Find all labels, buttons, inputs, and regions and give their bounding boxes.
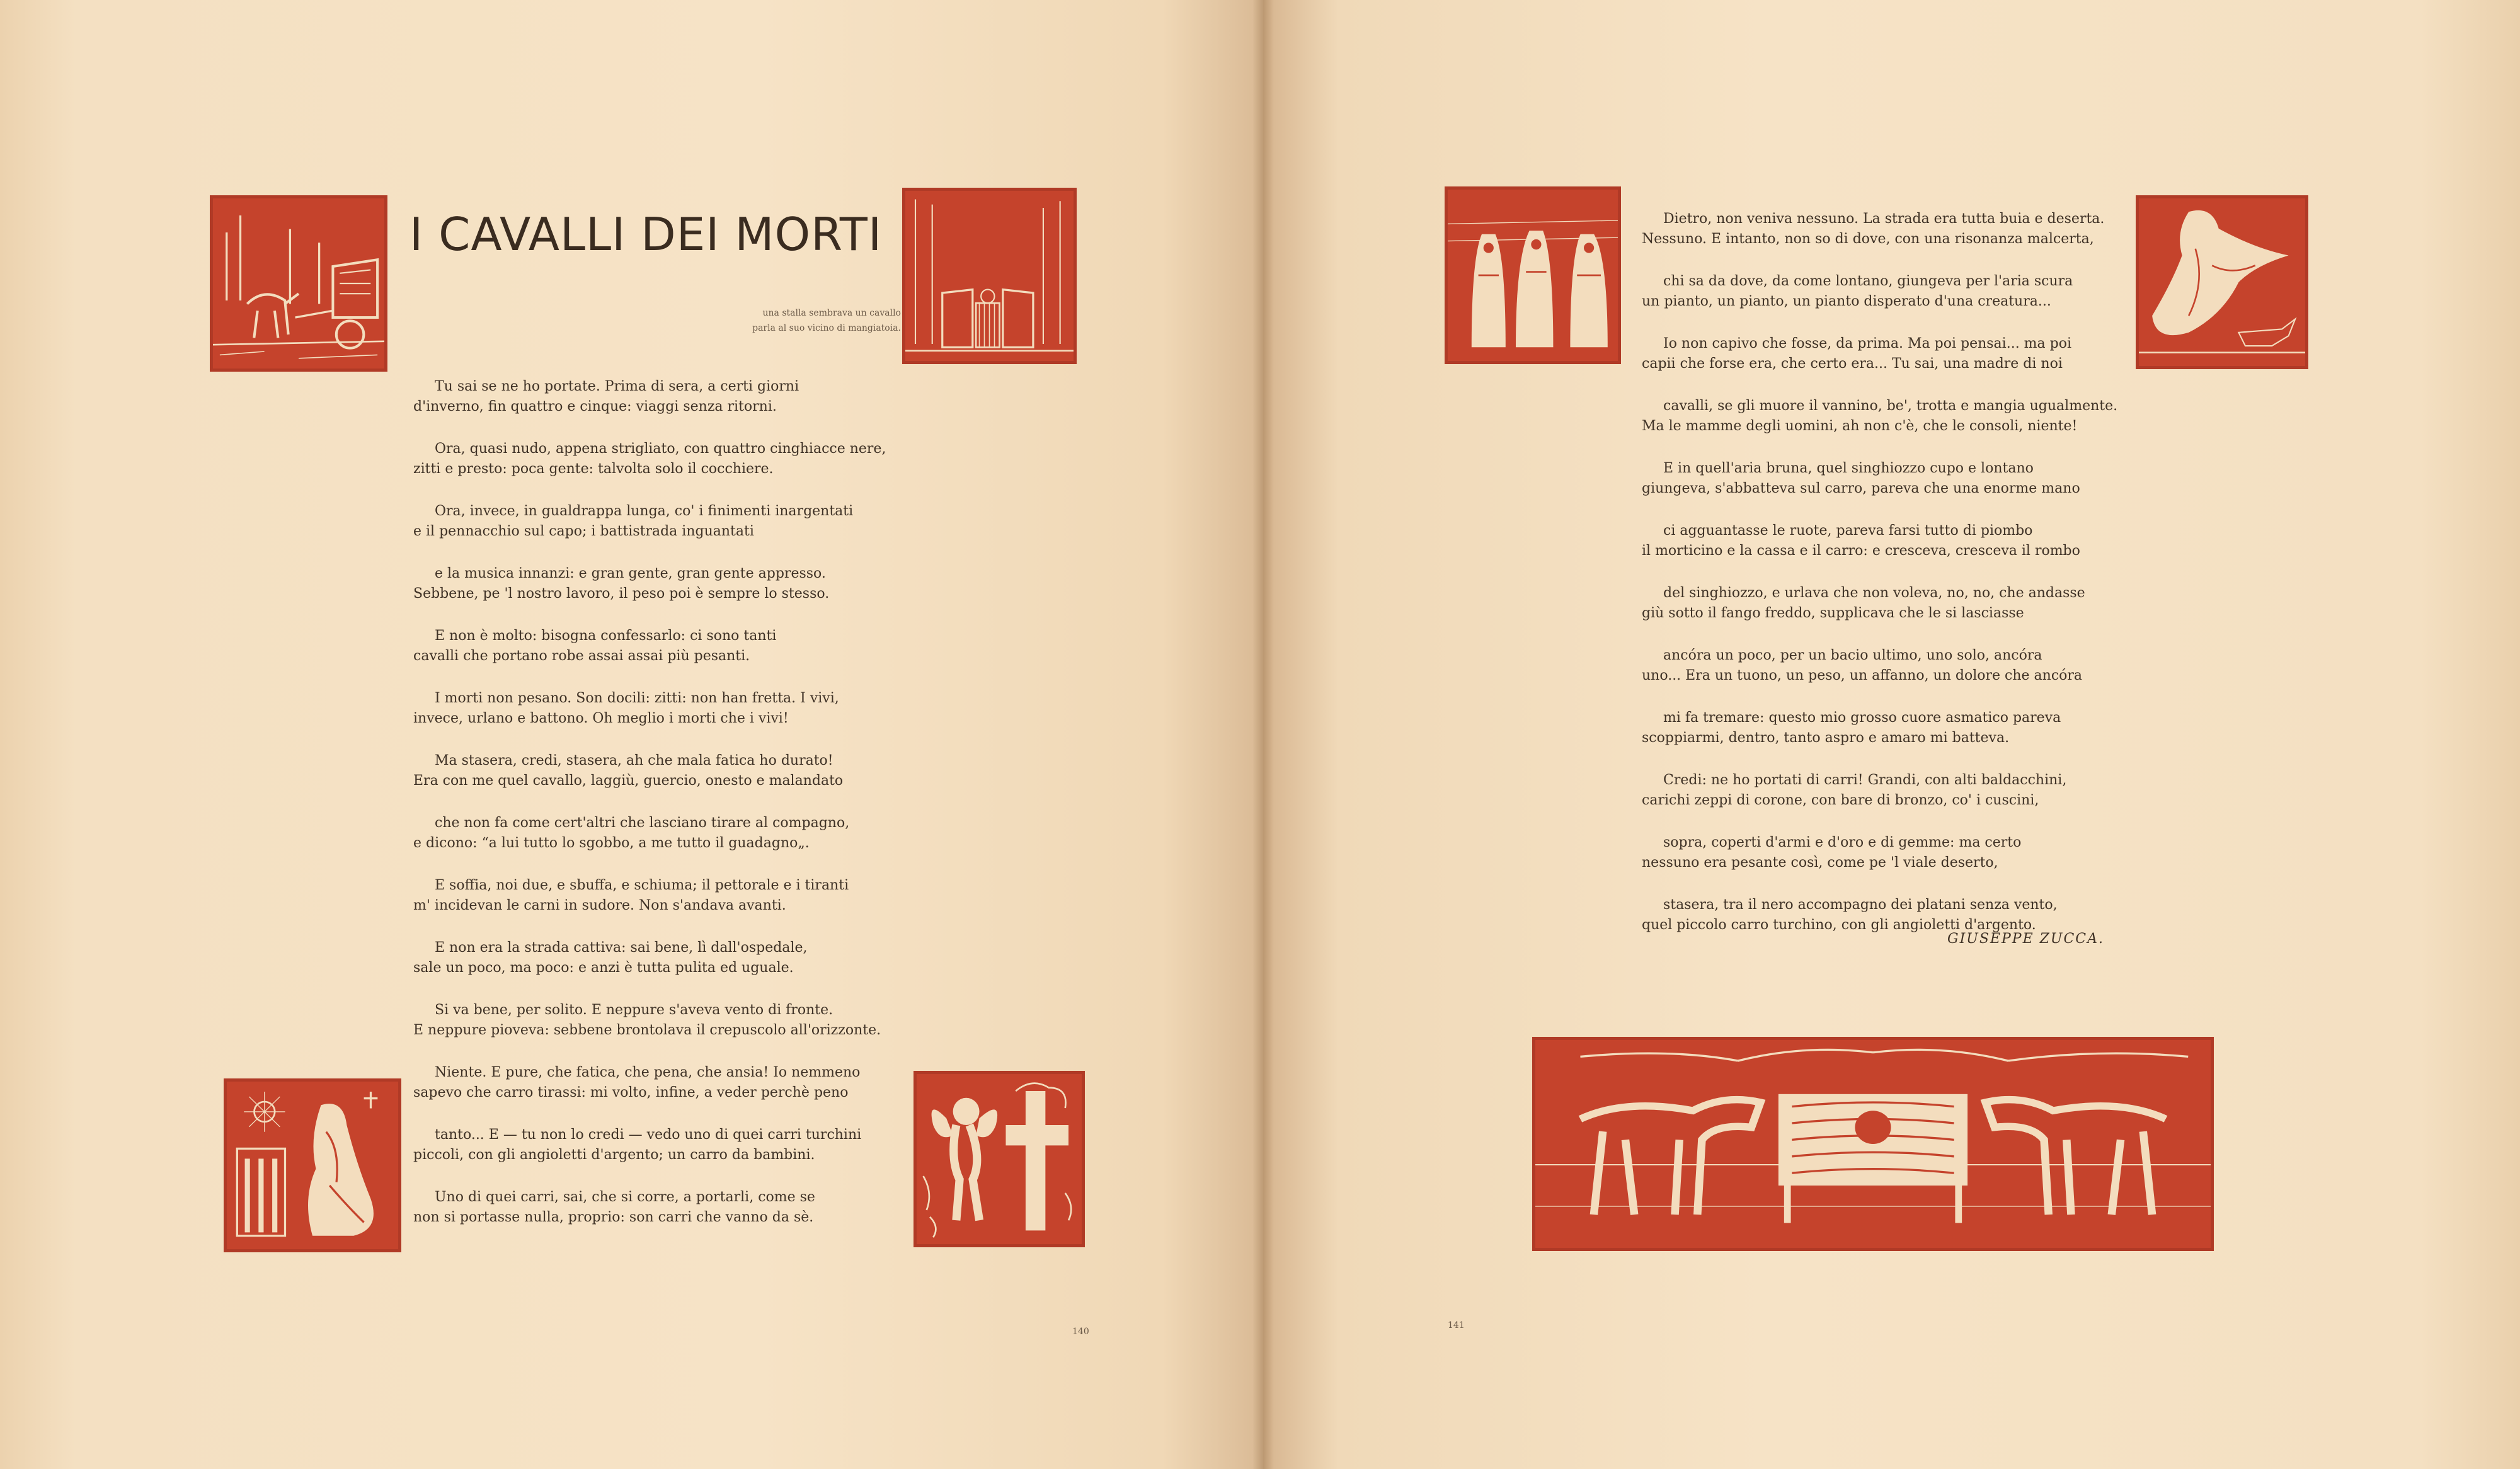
stanza — [1642, 334, 2133, 374]
horses-sarcophagus-woodcut — [1532, 1037, 2214, 1251]
stanza — [1642, 646, 2133, 685]
poem-line: Niente. E pure, che fatica, che pena, che ansia! Io nemmeno — [435, 1065, 861, 1080]
poem-line: Dietro, non veniva nessuno. La strada era tutta buia e deserta. — [1663, 211, 2105, 227]
book-gutter — [1252, 0, 1274, 1469]
poem-line: Tu sai se ne ho portate. Prima di sera, a certi giorni — [435, 379, 799, 394]
poem-line: sale un poco, ma poco: e anzi è tutta pulita ed uguale. — [413, 959, 794, 976]
hearse-cypress-woodcut — [210, 195, 387, 372]
poem-line: un pianto, un pianto, un pianto disperato d'una creatura... — [1642, 293, 2051, 309]
poem-line: piccoli, con gli angioletti d'argento; un carro da bambini. — [413, 1146, 815, 1163]
poem-line: I morti non pesano. Son docili: zitti: non han fretta. I vivi, — [435, 690, 839, 706]
poem-line: Sebbene, pe 'l nostro lavoro, il peso poi è sempre lo stesso. — [413, 585, 830, 602]
stanza — [413, 938, 911, 978]
poem-line: non si portasse nulla, proprio: son carri che vanno da sè. — [413, 1209, 814, 1225]
epigraph-line: una stalla sembrava un cavallo — [762, 308, 901, 318]
poem-line: E in quell'aria bruna, quel singhiozzo cupo e lontano — [1663, 460, 2034, 476]
author-signature: GIUSEPPE ZUCCA. — [1947, 931, 2104, 947]
poem-line: E non è molto: bisogna confessarlo: ci sono tanti — [435, 628, 777, 644]
poem-line: Si va bene, per solito. E neppure s'aveva vento di fronte. — [435, 1002, 833, 1018]
stanza — [413, 626, 911, 666]
stanza — [1642, 895, 2133, 935]
page-number-right: 141 — [1448, 1320, 1465, 1330]
stanza — [1642, 459, 2133, 498]
poem-line: capii che forse era, che certo era... Tu sai, una madre di noi — [1642, 355, 2063, 372]
poem-line: ci agguantasse le ruote, pareva farsi tutto di piombo — [1663, 523, 2033, 539]
poem-line: Ma stasera, credi, stasera, ah che mala fatica ho durato! — [435, 753, 833, 769]
poem-line: giù sotto il fango freddo, supplicava che le si lasciasse — [1642, 605, 2024, 621]
poem-line: zitti e presto: poca gente: talvolta solo il cocchiere. — [413, 460, 774, 477]
poem-line: mi fa tremare: questo mio grosso cuore asmatico pareva — [1663, 710, 2061, 726]
poem-line: Io non capivo che fosse, da prima. Ma poi pensai... ma poi — [1663, 336, 2072, 352]
poem-line: tanto... E — tu non lo credi — vedo uno di quei carri turchini — [435, 1127, 862, 1143]
stanza — [413, 1125, 911, 1165]
poem-line: il morticino e la cassa e il carro: e cresceva, cresceva il rombo — [1642, 542, 2080, 559]
poem-line: cavalli che portano robe assai assai più pesanti. — [413, 648, 750, 664]
epigraph-line: parla al suo vicino di mangiatoia. — [752, 323, 901, 333]
nuns-procession-woodcut — [1445, 186, 1621, 364]
poem-title: I CAVALLI DEI MORTI — [410, 208, 883, 261]
stanza — [1642, 770, 2133, 810]
poem-line: e dicono: “a lui tutto lo sgobbo, a me tutto il guadagno„. — [413, 835, 810, 851]
stanza — [413, 1063, 911, 1102]
cherub-cross-woodcut — [914, 1071, 1085, 1247]
poem-line: chi sa da dove, da come lontano, giungeva per l'aria scura — [1663, 273, 2073, 289]
poem-line: giungeva, s'abbatteva sul carro, pareva che una enorme mano — [1642, 480, 2080, 496]
stanza — [1642, 583, 2133, 623]
poem-line: invece, urlano e battono. Oh meglio i morti che i vivi! — [413, 710, 789, 726]
poem-line: E non era la strada cattiva: sai bene, lì dall'ospedale, — [435, 940, 808, 956]
stanza — [413, 564, 911, 603]
stanza — [413, 1187, 911, 1227]
left-poem-column — [413, 377, 911, 1250]
poem-line: stasera, tra il nero accompagno dei platani senza vento, — [1663, 897, 2058, 913]
stanza — [413, 813, 911, 853]
stanza — [413, 501, 911, 541]
poem-line: cavalli, se gli muore il vannino, be', trotta e mangia ugualmente. — [1663, 398, 2118, 414]
poem-line: E soffia, noi due, e sbuffa, e schiuma; il pettorale e i tiranti — [435, 877, 849, 893]
poem-line: quel piccolo carro turchino, con gli angioletti d'argento. — [1642, 917, 2036, 933]
poem-line: sapevo che carro tirassi: mi volto, infine, a veder perchè peno — [413, 1084, 849, 1100]
stanza — [413, 751, 911, 791]
stanza — [413, 439, 911, 479]
poem-line: Credi: ne ho portati di carri! Grandi, con alti baldacchini, — [1663, 772, 2067, 788]
cemetery-gate-woodcut — [902, 188, 1077, 364]
stanza — [413, 1000, 911, 1040]
stanza — [1642, 521, 2133, 561]
stanza — [1642, 708, 2133, 748]
stanza — [413, 689, 911, 728]
poem-line: d'inverno, fin quattro e cinque: viaggi senza ritorni. — [413, 398, 777, 414]
stanza — [1642, 209, 2133, 249]
page-number-left: 140 — [1072, 1327, 1089, 1337]
poem-line: Uno di quei carri, sai, che si corre, a portarli, come se — [435, 1189, 815, 1205]
poem-line: uno... Era un tuono, un peso, un affanno, un dolore che ancóra — [1642, 667, 2083, 683]
poem-line: del singhiozzo, e urlava che non voleva, no, no, che andasse — [1663, 585, 2085, 601]
poem-line: Ma le mamme degli uomini, ah non c'è, che le consoli, niente! — [1642, 418, 2078, 434]
poem-line: Nessuno. E intanto, non so di dove, con una risonanza malcerta, — [1642, 231, 2094, 247]
poem-line: che non fa come cert'altri che lasciano tirare al compagno, — [435, 815, 850, 831]
poem-line: carichi zeppi di corone, con bare di bronzo, co' i cuscini, — [1642, 792, 2039, 808]
poem-line: E neppure pioveva: sebbene brontolava il crepuscolo all'orizzonte. — [413, 1022, 881, 1038]
kneeling-mourner-woodcut — [224, 1078, 401, 1252]
stanza — [1642, 833, 2133, 872]
poem-line: Ora, quasi nudo, appena strigliato, con quattro cinghiacce nere, — [435, 441, 886, 457]
stanza — [1642, 396, 2133, 436]
epigraph — [724, 306, 901, 336]
poem-line: nessuno era pesante così, come pe 'l viale deserto, — [1642, 854, 1998, 871]
poem-line: sopra, coperti d'armi e d'oro e di gemme: ma certo — [1663, 835, 2022, 850]
poem-line: e la musica innanzi: e gran gente, gran gente appresso. — [435, 566, 826, 581]
ghost-mother-wolf-woodcut — [2136, 195, 2308, 369]
poem-line: scoppiarmi, dentro, tanto aspro e amaro mi batteva. — [1642, 729, 2010, 746]
stanza — [1642, 272, 2133, 311]
poem-line: Era con me quel cavallo, laggiù, guercio, onesto e malandato — [413, 772, 844, 789]
poem-line: Ora, invece, in gualdrappa lunga, co' i finimenti inargentati — [435, 503, 854, 519]
poem-line: ancóra un poco, per un bacio ultimo, uno solo, ancóra — [1663, 648, 2042, 663]
poem-line: e il pennacchio sul capo; i battistrada inguantati — [413, 523, 754, 539]
stanza — [413, 377, 911, 416]
stanza — [413, 876, 911, 915]
poem-line: m' incidevan le carni in sudore. Non s'andava avanti. — [413, 897, 786, 913]
right-poem-column — [1642, 209, 2133, 957]
